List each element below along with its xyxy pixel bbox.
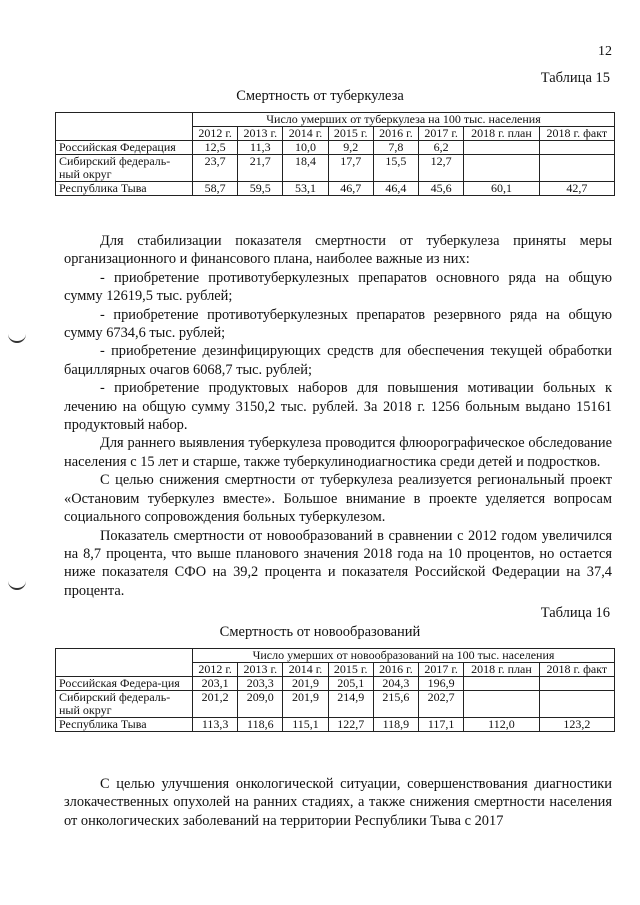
- year-header: 2016 г.: [373, 127, 418, 141]
- year-header: 2018 г. факт: [539, 663, 614, 677]
- table-cell: 58,7: [193, 182, 238, 196]
- table-cell: [464, 141, 539, 155]
- table-cell: 18,4: [283, 155, 328, 182]
- row-name: Республика Тыва: [56, 718, 193, 732]
- paragraph: С целью снижения смертности от туберкулеза реализуется региональный проект «Остановим туберкулез вместе». Большое внимание в проекте уделяется вопросам социального сопровождения больных туберкулезом.: [64, 472, 612, 526]
- table-cell: 15,5: [373, 155, 418, 182]
- list-item: - приобретение противотуберкулезных препаратов основного ряда на общую сумму 12619,5 тыс. рублей;: [64, 269, 612, 305]
- table16-title: Смертность от новообразований: [219, 624, 421, 640]
- table-cell: [464, 677, 539, 691]
- table15-group-header: Число умерших от туберкулеза на 100 тыс. населения: [193, 113, 615, 127]
- year-header: 2012 г.: [193, 663, 238, 677]
- table-cell: 118,9: [373, 718, 418, 732]
- year-header: 2017 г.: [419, 663, 464, 677]
- table16-group-row: [56, 649, 615, 663]
- text-block-tuberculosis: [64, 232, 612, 600]
- year-header: 2013 г.: [238, 127, 283, 141]
- table-cell: 9,2: [328, 141, 373, 155]
- table-cell: 122,7: [328, 718, 373, 732]
- year-header: 2014 г.: [283, 663, 328, 677]
- table-cell: [539, 677, 614, 691]
- table-cell: [464, 155, 539, 182]
- table-cell: 201,9: [283, 677, 328, 691]
- row-name: Республика Тыва: [56, 182, 193, 196]
- scan-mark: [8, 580, 26, 590]
- table-cell: [539, 691, 614, 718]
- text-block-oncology: [64, 775, 612, 830]
- table-cell: 21,7: [238, 155, 283, 182]
- year-header: 2018 г. план: [464, 663, 539, 677]
- page-number: 12: [598, 44, 612, 59]
- table-cell: 46,7: [328, 182, 373, 196]
- paragraph: Для раннего выявления туберкулеза проводится флюорографическое обследование населения с 15 лет и старше, также туберкулинодиагностика среди детей и подростков.: [64, 435, 612, 470]
- table-cell: 7,8: [373, 141, 418, 155]
- table-cell: 118,6: [238, 718, 283, 732]
- table-cell: 12,5: [193, 141, 238, 155]
- table-cell: 196,9: [419, 677, 464, 691]
- table-cell: 17,7: [328, 155, 373, 182]
- table-cell: 117,1: [419, 718, 464, 732]
- table-cell: 42,7: [539, 182, 614, 196]
- table-cell: 201,2: [193, 691, 238, 718]
- table-cell: 11,3: [238, 141, 283, 155]
- table-cell: 113,3: [193, 718, 238, 732]
- row-name: Сибирский федераль-ный округ: [56, 691, 193, 718]
- table-cell: 215,6: [373, 691, 418, 718]
- table15-group-row: [56, 113, 615, 127]
- table15-title: Смертность от туберкулеза: [236, 88, 404, 104]
- table-cell: 123,2: [539, 718, 614, 732]
- table-row: [56, 677, 615, 691]
- table-cell: 23,7: [193, 155, 238, 182]
- row-name: Российская Федера-ция: [56, 677, 193, 691]
- year-header: 2018 г. план: [464, 127, 539, 141]
- table-cell: 10,0: [283, 141, 328, 155]
- paragraph: С целью улучшения онкологической ситуации, совершенствования диагностики злокачественных опухолей на ранних стадиях, а также снижения смертности населения от онкологических заболеваний на территории Республики Тыва с 2017: [64, 776, 612, 829]
- table-cell: 6,2: [419, 141, 464, 155]
- paragraph: Показатель смертности от новообразований в сравнении с 2012 годом увеличился на 8,7 процента, что выше планового значения 2018 года на 10 процентов, но остается ниже показателя СФО на 39,2 процента и показателя Российской Федерации на 37,4 процента.: [64, 527, 612, 599]
- table16-label: Таблица 16: [540, 605, 610, 621]
- table-cell: 203,1: [193, 677, 238, 691]
- table-cell: 115,1: [283, 718, 328, 732]
- table-cell: 112,0: [464, 718, 539, 732]
- table16: [55, 648, 615, 732]
- table-cell: 202,7: [419, 691, 464, 718]
- year-header: 2018 г. факт: [539, 127, 614, 141]
- table-cell: 204,3: [373, 677, 418, 691]
- year-header: 2013 г.: [238, 663, 283, 677]
- table-row: [56, 155, 615, 182]
- year-header: 2012 г.: [193, 127, 238, 141]
- table-cell: [539, 141, 614, 155]
- table15-corner-cell: [56, 113, 193, 141]
- year-header: 2015 г.: [328, 663, 373, 677]
- table-row: [56, 182, 615, 196]
- table-cell: 214,9: [328, 691, 373, 718]
- table-cell: 12,7: [419, 155, 464, 182]
- year-header: 2016 г.: [373, 663, 418, 677]
- table-cell: 46,4: [373, 182, 418, 196]
- row-name: Российская Федерация: [56, 141, 193, 155]
- table-cell: 201,9: [283, 691, 328, 718]
- table16-corner-cell: [56, 649, 193, 677]
- list-item: - приобретение продуктовых наборов для повышения мотивации больных к лечению на общую сумму 3150,2 тыс. рублей. За 2018 г. 1256 больным выдано 15161 продуктовый набор.: [64, 380, 612, 434]
- table-cell: [464, 691, 539, 718]
- table-cell: 205,1: [328, 677, 373, 691]
- table-cell: 60,1: [464, 182, 539, 196]
- scan-mark: [8, 333, 26, 343]
- table-cell: 209,0: [238, 691, 283, 718]
- table-cell: 59,5: [238, 182, 283, 196]
- table-cell: 45,6: [419, 182, 464, 196]
- table-row: [56, 718, 615, 732]
- table15-label: Таблица 15: [540, 70, 610, 86]
- table15: [55, 112, 615, 196]
- year-header: 2015 г.: [328, 127, 373, 141]
- row-name: Сибирский федераль-ный округ: [56, 155, 193, 182]
- paragraph: Для стабилизации показателя смертности от туберкулеза приняты меры организационного и финансового плана, наиболее важные из них:: [64, 233, 612, 268]
- year-header: 2017 г.: [419, 127, 464, 141]
- table16-group-header: Число умерших от новообразований на 100 тыс. населения: [193, 649, 615, 663]
- list-item: - приобретение дезинфицирующих средств для обеспечения текущей обработки бациллярных очагов 6068,7 тыс. рублей;: [64, 343, 612, 378]
- table-cell: [539, 155, 614, 182]
- list-item: - приобретение противотуберкулезных препаратов резервного ряда на общую сумму 6734,6 тыс. рублей;: [64, 306, 612, 342]
- table-cell: 203,3: [238, 677, 283, 691]
- table-row: [56, 691, 615, 718]
- table-cell: 53,1: [283, 182, 328, 196]
- year-header: 2014 г.: [283, 127, 328, 141]
- table-row: [56, 141, 615, 155]
